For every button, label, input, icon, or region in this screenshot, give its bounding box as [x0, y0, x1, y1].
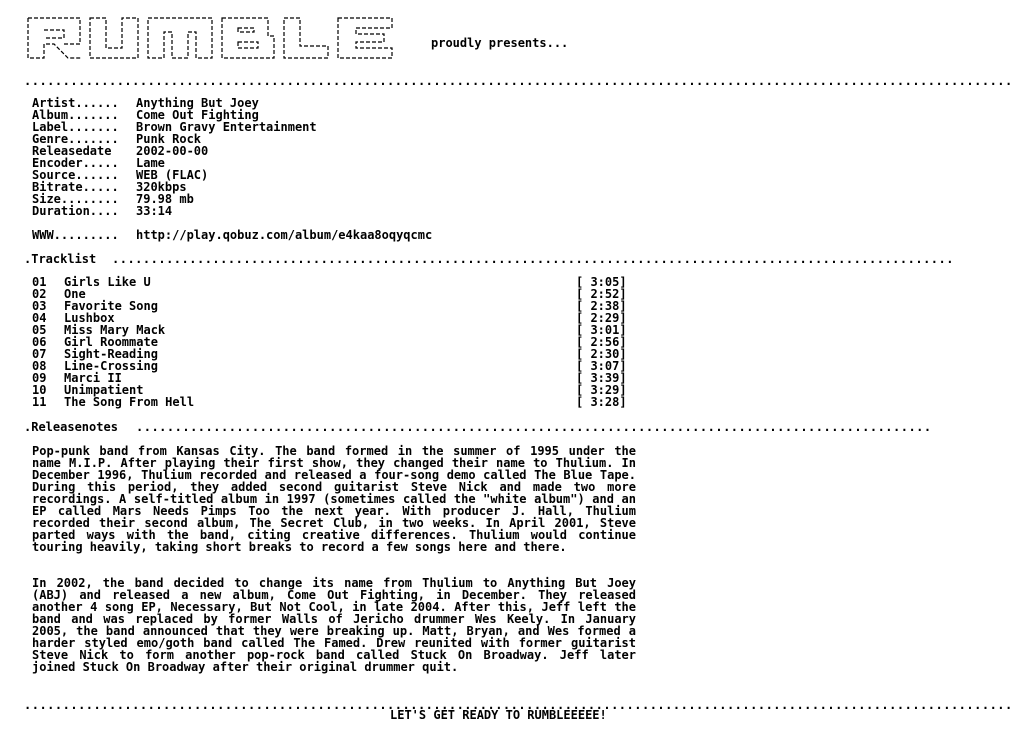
info-key-source: Source...... [32, 168, 119, 182]
info-key-artist: Artist...... [32, 96, 119, 110]
track-duration: [ 3:01] [576, 323, 627, 337]
info-key-album: Album....... [32, 108, 119, 122]
track-number: 08 [32, 359, 47, 373]
track-duration: [ 2:29] [576, 311, 627, 325]
track-title: Sight-Reading [64, 347, 158, 361]
info-key-bitrate: Bitrate..... [32, 180, 119, 194]
info-key-encoder: Encoder..... [32, 156, 119, 170]
rumble-logo [24, 14, 400, 62]
track-number: 04 [32, 311, 47, 325]
info-key-releasedate: Releasedate [32, 144, 112, 158]
info-value-duration: 33:14 [136, 204, 173, 218]
releasenotes-heading: .Releasenotes [24, 420, 118, 434]
info-key-size: Size........ [32, 192, 119, 206]
track-duration: [ 2:30] [576, 347, 627, 361]
tracklist-heading: .Tracklist [24, 252, 97, 266]
track-title: Miss Mary Mack [64, 323, 166, 337]
tracklist-heading-leader: ............................................................................................................. [112, 252, 954, 266]
divider-bottom: ................................................................................................................................ [24, 698, 1013, 712]
track-duration: [ 3:07] [576, 359, 627, 373]
track-duration: [ 3:29] [576, 383, 627, 397]
track-number: 10 [32, 383, 47, 397]
track-title: Lushbox [64, 311, 115, 325]
track-number: 01 [32, 275, 47, 289]
info-value-label: Brown Gravy Entertainment [136, 120, 317, 134]
track-title: One [64, 287, 86, 301]
track-number: 07 [32, 347, 47, 361]
releasenotes-heading-leader: ....................................................................................................... [136, 420, 932, 434]
track-title: Marci II [64, 371, 122, 385]
info-value-releasedate: 2002-00-00 [136, 144, 209, 158]
track-number: 11 [32, 395, 47, 409]
info-value-www[interactable]: http://play.qobuz.com/album/e4kaa8oqyqcmc [136, 228, 433, 242]
info-value-source: WEB (FLAC) [136, 168, 209, 182]
track-number: 03 [32, 299, 47, 313]
track-duration: [ 3:39] [576, 371, 627, 385]
track-number: 05 [32, 323, 47, 337]
footer-text: LET'S GET READY TO RUMBLEEEEE! [390, 708, 607, 722]
track-number: 06 [32, 335, 47, 349]
divider-top: ................................................................................................................................ [24, 74, 1013, 88]
info-key-www: WWW......... [32, 228, 119, 242]
track-duration: [ 2:38] [576, 299, 627, 313]
track-number: 02 [32, 287, 47, 301]
info-key-label: Label....... [32, 120, 119, 134]
track-duration: [ 2:52] [576, 287, 627, 301]
info-value-genre: Punk Rock [136, 132, 202, 146]
info-value-album: Come Out Fighting [136, 108, 259, 122]
info-value-bitrate: 320kbps [136, 180, 187, 194]
presents-text: proudly presents... [431, 36, 569, 50]
info-value-encoder: Lame [136, 156, 165, 170]
track-title: Line-Crossing [64, 359, 158, 373]
info-value-size: 79.98 mb [136, 192, 194, 206]
track-title: Unimpatient [64, 383, 144, 397]
info-value-artist: Anything But Joey [136, 96, 259, 110]
releasenotes-paragraph-1: Pop-punk band from Kansas City. The band formed in the summer of 1995 under the name M.I.P. After playing their first show, they changed their name to Thulium. In December 1996, Thulium recorded and released a four-song demo called The Blue Tape. During this period, they added second guitarist Steve Nick and made two more recordings. A self-titled album in 1997 (sometimes called the "white album") and an EP called Mars Needs Pimps Too the next year. With producer J. Hall, Thulium recorded their second album, The Secret Club, in two weeks. In April 2001, Steve parted ways with the band, citing creative differences. Thulium would continue touring heavily, taking short breaks to record a few songs here and there. [32, 444, 636, 554]
track-title: Girls Like U [64, 275, 151, 289]
track-title: The Song From Hell [64, 395, 195, 409]
track-title: Favorite Song [64, 299, 158, 313]
track-number: 09 [32, 371, 47, 385]
info-key-genre: Genre....... [32, 132, 119, 146]
track-duration: [ 3:05] [576, 275, 627, 289]
releasenotes-paragraph-2: In 2002, the band decided to change its name from Thulium to Anything But Joey (ABJ) and released a new album, Come Out Fighting, in December. They released another 4 song EP, Necessary, But Not Cool, in late 2004. After this, Jeff left the band and was replaced by former Walls of Jericho drummer Wes Keely. In January 2005, the band announced that they were breaking up. Matt, Bryan, and Wes formed a harder styled emo/goth band called The Famed. Drew reunited with former guitarist Steve Nick to form another pop-rock band called Stuck On Broadway. Jeff later joined Stuck On Broadway after their original drummer quit. [32, 576, 636, 674]
track-duration: [ 2:56] [576, 335, 627, 349]
info-key-duration: Duration.... [32, 204, 119, 218]
track-title: Girl Roommate [64, 335, 158, 349]
track-duration: [ 3:28] [576, 395, 627, 409]
